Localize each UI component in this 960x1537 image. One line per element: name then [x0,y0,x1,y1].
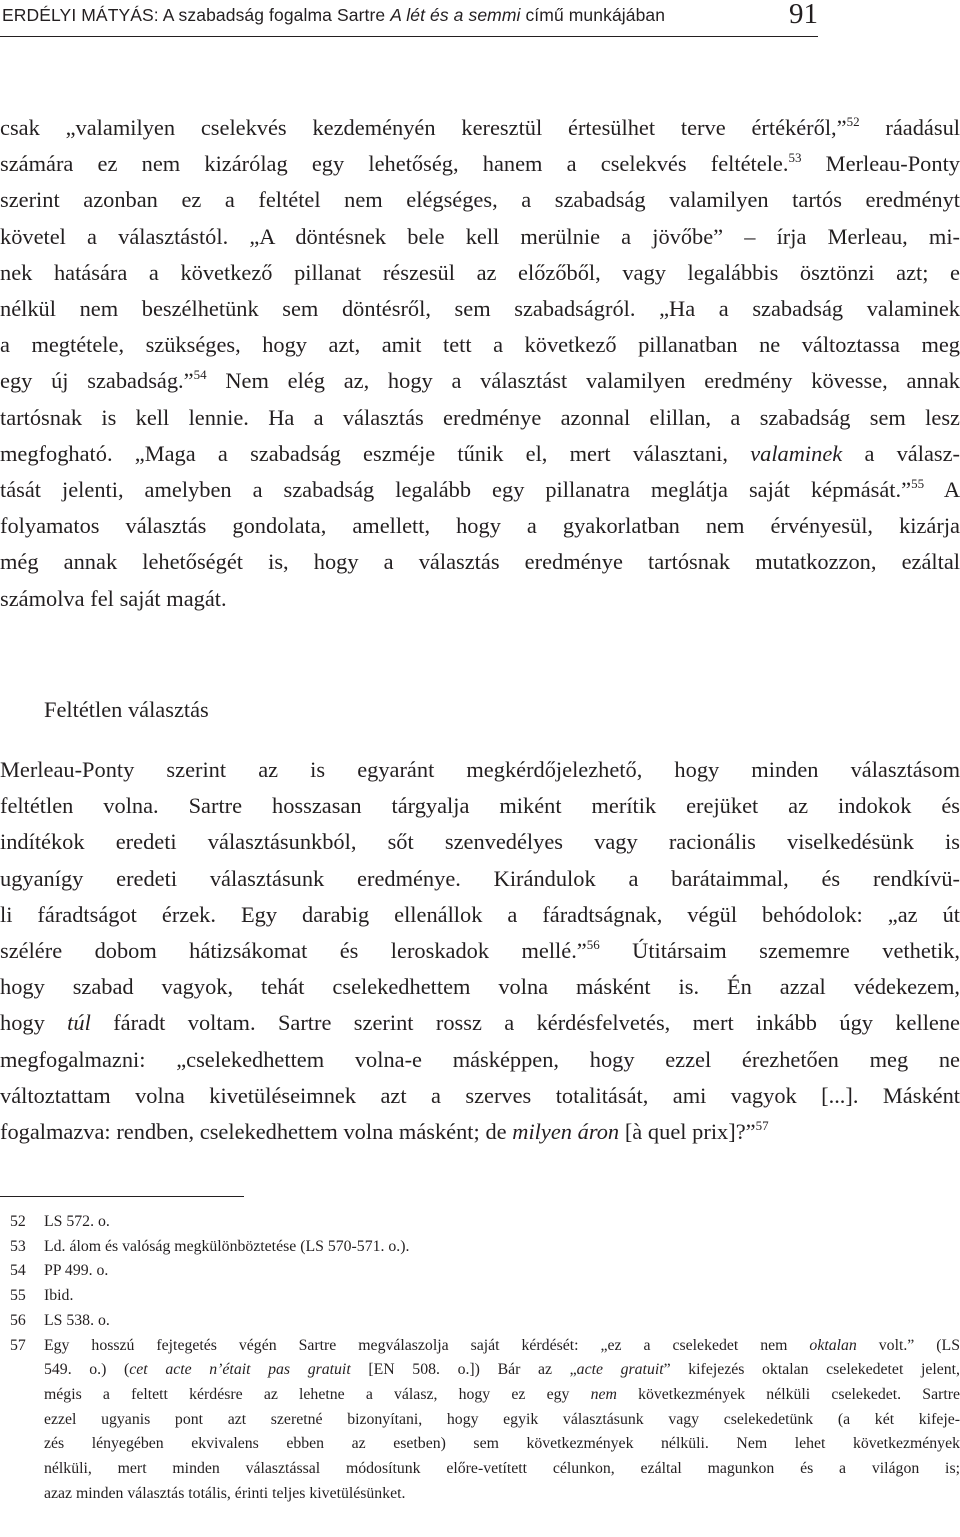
text-run: LS 538. o. [44,1311,110,1329]
footnote-number: 55 [10,1287,26,1305]
paragraph-1 [0,110,960,617]
paragraph-2 [0,752,960,1150]
footnote-57 [0,1334,960,1507]
footnote-line [44,1408,960,1433]
text-run: 549. o.) ( [44,1361,130,1379]
text-run: fogalmazva: rendben, cselekedhettem volna másként; de [0,1119,513,1145]
text-line [0,363,960,399]
running-head-title-b: című munkájában [520,5,666,25]
text-run: nélkül nem beszélhetünk sem döntésről, sem szabadságról. „Ha a szabadság valaminek [0,296,960,322]
text-run: PP 499. o. [44,1262,109,1280]
text-run: csak „valamilyen cselekvés kezdeményén keresztül értesülhet terve értékéről,” [0,115,847,140]
footnote-number: 57 [10,1336,26,1354]
footnote-55 [0,1284,960,1309]
text-line [0,1042,960,1078]
footnote-53 [0,1235,960,1260]
text-line [0,436,960,472]
text-run: Egy hosszú fejtegetés végén Sartre megválaszolja saját kérdését: „ez a cselekedet nem [44,1336,810,1354]
page-number: 91 [789,0,818,30]
italic-text: cet acte n’était pas gratuit [129,1361,351,1379]
text-run: szélére dobom hátizsákomat és leroskadok mellé.” [0,938,587,964]
text-line [0,146,960,182]
running-head-title-italic: A lét és a semmi [390,5,521,25]
text-run: a válasz- [842,440,960,466]
italic-text: nem [590,1385,617,1403]
footnote-text [44,1210,960,1235]
footnote-number: 52 [10,1213,26,1230]
text-run: megfogható. „Maga a szabadság eszméje tűnik el, mert választani, [0,440,751,466]
text-run: fáradt voltam. Sartre szerint rossz a kérdésfelvetés, mert inkább úgy kellene [90,1010,960,1036]
italic-text: túl [67,1010,91,1036]
italic-text: acte gratuit [576,1361,664,1379]
text-line [0,861,960,897]
text-run: egy új szabadság.” [0,368,194,394]
text-run: Merleau-Ponty szerint az is egyaránt megkérdőjelezhető, hogy minden választásom [0,757,960,782]
footnote-line [44,1457,960,1482]
footnote-line [44,1309,960,1334]
footnote-line [44,1432,960,1457]
text-run: indítékok eredeti választásunkból, sőt szenvedélyes vagy racionális viselkedésünk is [0,829,960,855]
text-run: ráadásul [859,115,960,140]
text-run: A [924,477,960,503]
text-run: ezzel ugyanis pont azt szeretné bizonyítani, hogy egyik választásunk vagy cselekedetünk (a két kifeje- [44,1410,960,1428]
text-run: nek hatására a következő pillanat részesül az előzőből, vagy legalábbis ösztönzi azt; e [0,259,960,285]
text-line [0,291,960,327]
text-run: Ld. álom és valóság megkülönböztetése (LS 570-571. o.). [44,1237,410,1255]
footnote-divider [0,1196,244,1197]
text-run: feltétlen volna. Sartre hosszasan tárgyalja miként merítik erejüket az indokok és [0,793,960,819]
italic-text: milyen áron [512,1119,620,1145]
footnote-line [44,1235,960,1260]
text-run: [EN 508. o.]) Bár az „ [350,1361,577,1379]
text-run: hogy [0,1010,68,1036]
text-line [0,508,960,544]
footnote-number: 53 [10,1237,26,1255]
footnote-52 [0,1210,960,1235]
text-run: nélküli, mert minden választással módosítunk előre-vetített célunkon, ezáltal magunkon és a világon is; [44,1460,960,1478]
text-line [0,933,960,969]
text-line [0,788,960,824]
footnote-ref: 54 [193,367,207,383]
text-run: folyamatos választás gondolata, amellett, hogy a gyakorlatban nem érvényesül, kizárja [0,513,960,539]
text-line [0,327,960,363]
text-run: Ibid. [44,1287,74,1305]
text-run: Nem elég az, hogy a választást valamilyen eredmény kövesse, annak [206,368,960,394]
text-line [0,219,960,255]
footnote-line [44,1210,960,1235]
text-line [0,581,960,617]
text-run: li fáradtságot érzek. Egy darabig ellenállok a fáradtságnak, végül behódolok: „az út [0,901,960,927]
text-run: még annak lehetőségét is, hogy a választás eredménye tartósnak mutatkozzon, ezáltal [0,549,960,575]
text-run: ” kifejezés oktalan cselekedetet jelent, [663,1361,960,1379]
text-run: ugyanígy eredeti választásunk eredménye. Kirándulok a barátaimmal, és rendkívü- [0,865,960,891]
footnote-number: 54 [10,1262,26,1280]
text-line [0,824,960,860]
footnote-line [44,1383,960,1408]
footnote-line [44,1334,960,1359]
text-run: tartósnak is kell lennie. Ha a választás eredménye azonnal elillan, a szabadság sem lesz [0,404,960,430]
text-run: hogy szabad vagyok, tehát cselekedhettem volna másként is. Én azzal védekezem, [0,974,960,1000]
text-run: számára ez nem kizárólag egy lehetőség, hanem a cselekvés feltétele. [0,151,789,177]
italic-text: oktalan [809,1336,857,1354]
text-line [0,752,960,788]
footnote-text [44,1284,960,1309]
footnote-54 [0,1259,960,1284]
text-run: LS 572. o. [44,1213,110,1230]
text-line [0,182,960,218]
text-line [0,400,960,436]
running-head-title-a: A szabadság fogalma Sartre [158,5,391,25]
text-run: tását jelenti, amelyben a szabadság legalább egy pillanatra meglátja saját képmását.” [0,477,912,503]
text-line [0,897,960,933]
text-run: változtattam volna kivetüléseimnek azt a szerves totalitását, ami vagyok [...]. Másként [0,1082,960,1108]
running-head-text [2,5,665,26]
text-line [0,544,960,580]
footnote-text [44,1259,960,1284]
running-head-author: ERDÉLYI MÁTYÁS: [2,5,159,25]
text-run: megfogalmazni: „cselekedhettem volna-e másképpen, hogy ezzel érezhetően meg ne [0,1046,960,1072]
section-heading: Feltétlen választás [44,697,209,722]
text-line [0,1114,960,1150]
text-run: számolva fel saját magát. [0,585,227,611]
text-run: követel a választástól. „A döntésnek bele kell merülnie a jövőbe” – írja Merleau, mi- [0,223,960,249]
text-line [0,472,960,508]
footnote-line [44,1358,960,1383]
footnote-line [44,1259,960,1284]
footnote-line [44,1284,960,1309]
text-line [0,255,960,291]
text-run: mégis a feltett kérdésre az lehetne a válasz, hogy ez egy [44,1385,591,1403]
text-run: következmények nélküli cselekedet. Sartre [616,1385,960,1403]
text-run: zés lényegében ekvivalens ebben az esetben) sem következmények nélküli. Nem lehet következmények [44,1435,960,1453]
text-line [0,110,960,146]
footnote-ref: 53 [788,150,802,166]
text-line [0,1078,960,1114]
footnote-line [44,1482,960,1507]
text-line [0,1005,960,1041]
footnote-ref: 57 [755,1118,769,1134]
text-line [0,969,960,1005]
footnote-ref: 52 [846,114,860,129]
text-run: Útitársaim szememre vethetik, [599,938,960,964]
footnote-text [44,1235,960,1260]
text-run: Merleau-Ponty [801,151,960,177]
text-run: szerint azonban ez a feltétel nem elégséges, a szabadság valamilyen tartós eredményt [0,187,960,213]
running-header [0,0,818,37]
footnote-text [44,1334,960,1507]
text-run: a megtétele, szükséges, hogy azt, amit tett a következő pillanatban ne változtassa meg [0,332,960,358]
text-run: [à quel prix]?” [619,1119,756,1145]
footnotes [0,1210,960,1506]
footnote-56 [0,1309,960,1334]
footnote-ref: 55 [911,476,925,492]
footnote-text [44,1309,960,1334]
footnote-ref: 56 [586,937,600,953]
text-run: volt.” (LS [856,1336,960,1354]
italic-text: valaminek [750,440,843,466]
text-run: azaz minden választás totális, érinti teljes kivetülésünket. [44,1484,406,1502]
footnote-number: 56 [10,1311,26,1329]
